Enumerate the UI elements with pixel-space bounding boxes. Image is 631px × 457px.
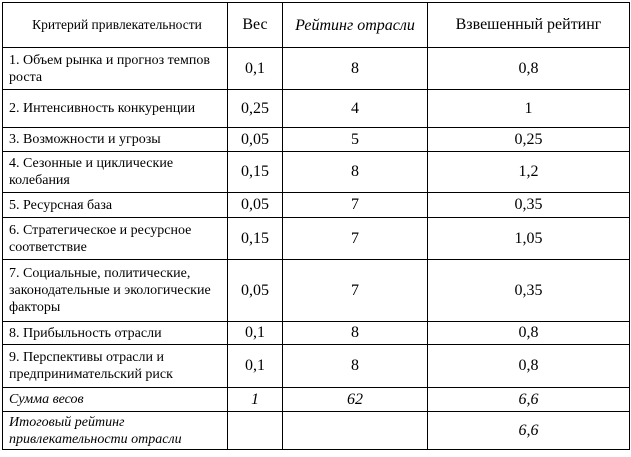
rating-cell: 8: [283, 345, 428, 388]
table-row: [3, 322, 630, 345]
table-row: [3, 218, 630, 260]
table-row: [3, 260, 630, 322]
weight-cell: 0,1: [228, 322, 283, 345]
weighted-cell: 0,35: [428, 193, 630, 218]
table-row: [3, 90, 630, 128]
weight-cell: 0,05: [228, 260, 283, 322]
weighted-cell: 0,25: [428, 128, 630, 152]
total-label: Итоговый рейтинг привлекательности отрасли: [3, 412, 228, 450]
weighted-cell: 0,8: [428, 345, 630, 388]
weight-cell: 0,25: [228, 90, 283, 128]
header-criterion: Критерий привлекательности: [3, 3, 228, 48]
table-row: [3, 345, 630, 388]
sum-label: Сумма весов: [3, 388, 228, 412]
criterion-cell: 6. Стратегическое и ресурсное соответствие: [3, 218, 228, 260]
criterion-cell: 3. Возможности и угрозы: [3, 128, 228, 152]
weight-cell: 0,15: [228, 152, 283, 193]
criterion-cell: 1. Объем рынка и прогноз темпов роста: [3, 48, 228, 90]
rating-cell: 8: [283, 322, 428, 345]
rating-cell: 7: [283, 193, 428, 218]
total-rating: [283, 412, 428, 450]
weighted-cell: 0,8: [428, 322, 630, 345]
weight-cell: 0,1: [228, 48, 283, 90]
weighted-cell: 1,05: [428, 218, 630, 260]
sum-rating: 62: [283, 388, 428, 412]
table-row: [3, 193, 630, 218]
header-rating: Рейтинг отрасли: [283, 3, 428, 48]
weight-cell: 0,05: [228, 193, 283, 218]
table-row: [3, 152, 630, 193]
rating-cell: 8: [283, 152, 428, 193]
rating-cell: 8: [283, 48, 428, 90]
table-row: [3, 128, 630, 152]
weighted-cell: 0,35: [428, 260, 630, 322]
total-weighted: 6,6: [428, 412, 630, 450]
rating-cell: 4: [283, 90, 428, 128]
criterion-cell: 4. Сезонные и циклические колебания: [3, 152, 228, 193]
header-row: [3, 3, 630, 48]
weight-cell: 0,15: [228, 218, 283, 260]
weighted-cell: 0,8: [428, 48, 630, 90]
weight-cell: 0,05: [228, 128, 283, 152]
rating-cell: 7: [283, 218, 428, 260]
header-weight: Вес: [228, 3, 283, 48]
attractiveness-table: [2, 2, 630, 450]
sum-weighted: 6,6: [428, 388, 630, 412]
sum-row: [3, 388, 630, 412]
criterion-cell: 8. Прибыльность отрасли: [3, 322, 228, 345]
sum-weight: 1: [228, 388, 283, 412]
total-row: [3, 412, 630, 450]
weighted-cell: 1: [428, 90, 630, 128]
criterion-cell: 9. Перспективы отрасли и предпринимательский риск: [3, 345, 228, 388]
criterion-cell: 2. Интенсивность конкуренции: [3, 90, 228, 128]
table-row: [3, 48, 630, 90]
rating-cell: 5: [283, 128, 428, 152]
weight-cell: 0,1: [228, 345, 283, 388]
criterion-cell: 7. Социальные, политические, законодательные и экологические факторы: [3, 260, 228, 322]
rating-cell: 7: [283, 260, 428, 322]
header-weighted-rating: Взвешенный рейтинг: [428, 3, 630, 48]
criterion-cell: 5. Ресурсная база: [3, 193, 228, 218]
total-weight: [228, 412, 283, 450]
weighted-cell: 1,2: [428, 152, 630, 193]
